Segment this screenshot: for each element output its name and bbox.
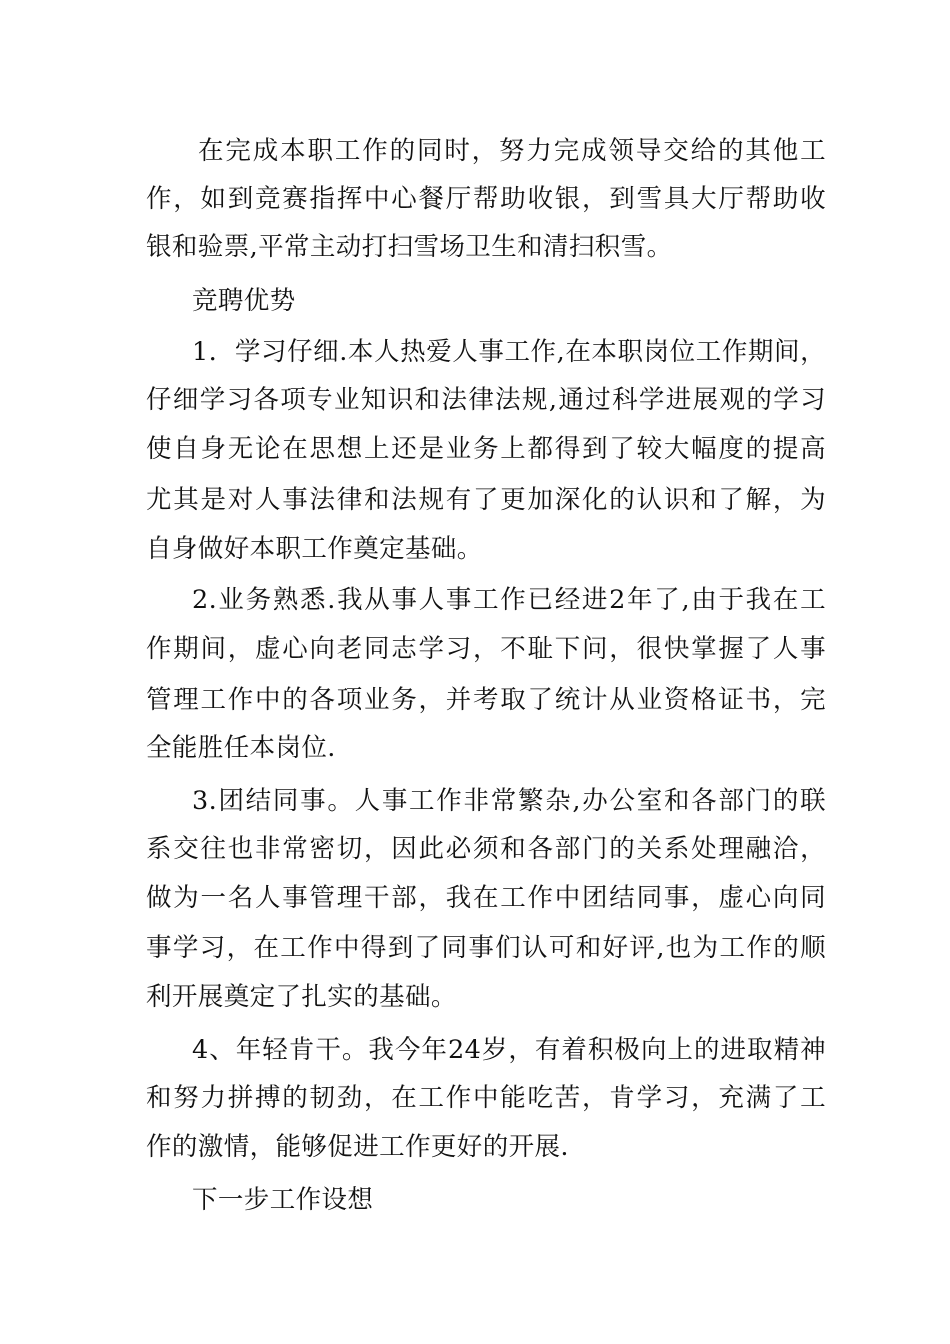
paragraph-line: 2.业务熟悉.我从事人事工作已经进2年了,由于我在工: [192, 585, 826, 615]
paragraph-line: 作期间，虚心向老同志学习，不耻下问，很快掌握了人事: [146, 634, 826, 664]
paragraph-line: 在完成本职工作的同时，努力完成领导交给的其他工: [198, 136, 826, 166]
paragraph-line: 利开展奠定了扎实的基础。: [146, 982, 457, 1012]
paragraph-line: 和努力拼搏的韧劲，在工作中能吃苦，肯学习，充满了工: [146, 1083, 826, 1113]
section-heading-next-steps: 下一步工作设想: [192, 1185, 374, 1215]
paragraph-line: 做为一名人事管理干部，我在工作中团结同事，虚心向同: [146, 883, 826, 913]
paragraph-line: 尤其是对人事法律和法规有了更加深化的认识和了解，为: [146, 485, 826, 515]
paragraph-line: 使自身无论在思想上还是业务上都得到了较大幅度的提高: [146, 434, 826, 464]
paragraph-line: 1．学习仔细.本人热爱人事工作,在本职岗位工作期间，: [192, 337, 826, 367]
paragraph-line: 自身做好本职工作奠定基础。: [146, 534, 483, 564]
paragraph-line: 4、年轻肯干。我今年24岁，有着积极向上的进取精神: [192, 1035, 826, 1065]
paragraph-line: 作，如到竞赛指挥中心餐厅帮助收银，到雪具大厅帮助收: [146, 184, 826, 214]
paragraph-line: 3.团结同事。人事工作非常繁杂,办公室和各部门的联: [192, 786, 826, 816]
paragraph-line: 全能胜任本岗位.: [146, 733, 336, 763]
paragraph-line: 系交往也非常密切，因此必须和各部门的关系处理融洽，: [146, 834, 826, 864]
paragraph-line: 管理工作中的各项业务，并考取了统计从业资格证书，完: [146, 685, 826, 715]
paragraph-line: 仔细学习各项专业知识和法律法规,通过科学进展观的学习: [146, 385, 826, 415]
paragraph-line: 银和验票,平常主动打扫雪场卫生和清扫积雪。: [146, 232, 673, 262]
section-heading-advantages: 竞聘优势: [192, 286, 296, 316]
paragraph-line: 作的激情，能够促进工作更好的开展.: [146, 1132, 569, 1162]
paragraph-line: 事学习，在工作中得到了同事们认可和好评,也为工作的顺: [146, 933, 826, 963]
